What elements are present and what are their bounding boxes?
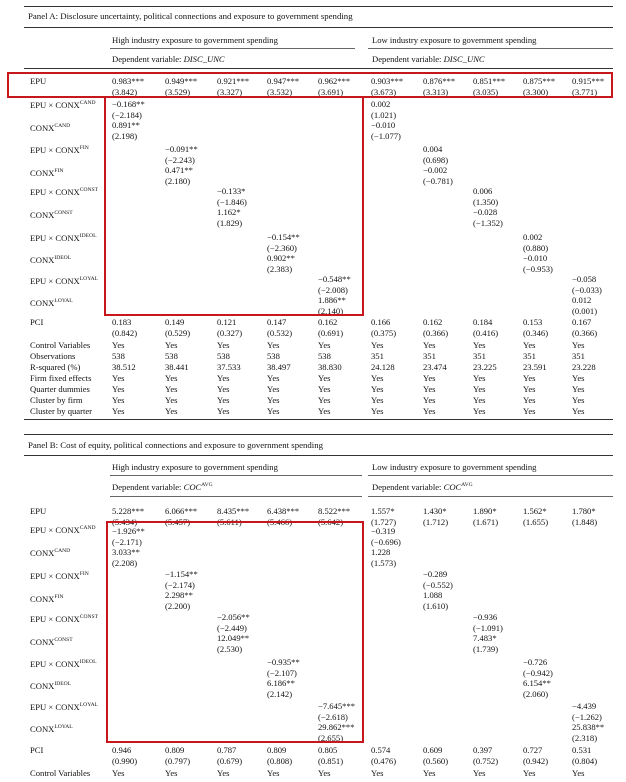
panel-b-epu-coef: 1.780*: [572, 506, 596, 516]
panel-a-high-cell-line: −0.133*: [217, 186, 246, 196]
panel-a-firm-fe-value: Yes: [523, 373, 536, 383]
panel-b-low-cell-line: (1.610): [423, 600, 449, 611]
panel-a-epu-t: (3.673): [371, 86, 397, 97]
panel-b-controls-value: Yes: [217, 768, 230, 778]
panel-a-row-firm-fe: Firm fixed effects: [30, 373, 92, 383]
panel-a-epu-coef: 0.947***: [267, 76, 300, 86]
panel-a-title-rule: [24, 27, 613, 28]
panel-b-low-cell-line: −4.439: [572, 701, 597, 711]
panel-a-cluster-quarter-value: Yes: [473, 406, 486, 416]
panel-b-high-cell-line: (−2.449): [217, 622, 247, 633]
panel-a-cluster-quarter-value: Yes: [165, 406, 178, 416]
panel-b-high-cell-line: 12.049**: [217, 633, 250, 644]
panel-b-low-header: Low industry exposure to government spending: [372, 462, 537, 472]
panel-b-high-cell-line: (2.208): [112, 557, 138, 568]
panel-a-r-squared-value: 23.225: [473, 362, 497, 372]
panel-a-high-cell-line: −0.548**: [318, 274, 351, 284]
panel-a-pci-coef: 0.149: [165, 317, 185, 327]
panel-b-low-cell-line: 25.838**: [572, 722, 605, 733]
panel-b-high-rule: [110, 475, 362, 476]
panel-a-pci-t: (0.842): [112, 327, 138, 338]
panel-b-high-cell-line: −7.645***: [318, 701, 356, 711]
panel-a-interaction-label: EPU × $CONX^{CAND}$: [30, 100, 96, 110]
panel-a-quarter-dummies-value: Yes: [267, 384, 280, 394]
panel-b-pci-coef: 0.574: [371, 745, 391, 755]
panel-a-controls-value: Yes: [267, 340, 280, 350]
panel-a-r-squared-value: 37.533: [217, 362, 241, 372]
panel-a-epu-t: (3.300): [523, 86, 549, 97]
panel-a-low-cell-line: (−0.033): [572, 284, 602, 295]
panel-a-interaction-label: EPU × $CONX^{LOYAL}$: [30, 276, 99, 286]
panel-b-epu-t: (5.611): [217, 516, 242, 527]
panel-a-controls-value: Yes: [217, 340, 230, 350]
panel-b-epu-t: (5.642): [318, 516, 344, 527]
panel-b-low-cell-line: −0.319: [371, 526, 396, 536]
panel-a-high-cell-line: 0.902**: [267, 253, 295, 264]
panel-a-low-cell-line: −0.058: [572, 274, 597, 284]
panel-b-row-controls: Control Variables: [30, 768, 91, 778]
panel-b-low-rule: [368, 475, 613, 476]
panel-a-cluster-quarter-value: Yes: [217, 406, 230, 416]
panel-a-low-cell-line: (0.001): [572, 305, 598, 316]
panel-b-epu-t: (5.457): [165, 516, 191, 527]
panel-b-high-cell-line: (2.142): [267, 688, 293, 699]
panel-a-r-squared-value: 38.497: [267, 362, 291, 372]
panel-a-high-cell-line: (−2.008): [318, 284, 348, 295]
panel-b-epu-t: (1.655): [523, 516, 549, 527]
panel-a-observations-value: 538: [267, 351, 280, 361]
panel-b-pci-t: (0.560): [423, 755, 449, 766]
panel-b-pci-coef: 0.531: [572, 745, 592, 755]
panel-a-observations-value: 351: [371, 351, 384, 361]
panel-b-epu-coef: 1.557*: [371, 506, 395, 516]
panel-a-controls-value: Yes: [523, 340, 536, 350]
panel-b-controls-value: Yes: [371, 768, 384, 778]
panel-a-low-header: Low industry exposure to government spending: [372, 35, 537, 45]
panel-b-pci-coef: 0.809: [165, 745, 185, 755]
panel-b-high-cell-line: (2.655): [318, 732, 344, 743]
panel-b-interaction-label: EPU × $CONX^{FIN}$: [30, 571, 89, 581]
panel-b-low-cell-line: (−1.262): [572, 711, 602, 722]
panel-a-observations-value: 351: [473, 351, 486, 361]
panel-a-cluster-quarter-value: Yes: [423, 406, 436, 416]
panel-a-conx-label: $CONX^{FIN}$: [30, 168, 64, 178]
panel-a-pci-t: (0.532): [267, 327, 293, 338]
panel-a-row-r-squared: R-squared (%): [30, 362, 81, 372]
panel-a-cluster-firm-value: Yes: [523, 395, 536, 405]
panel-b-dv-high: Dependent variable: $COC^{AVG}$: [112, 482, 213, 492]
panel-a-row-quarter-dummies: Quarter dummies: [30, 384, 90, 394]
panel-a-high-header: High industry exposure to government spending: [112, 35, 278, 45]
panel-a-controls-value: Yes: [423, 340, 436, 350]
panel-a-epu-t: (3.035): [473, 86, 499, 97]
panel-a-epu-t: (3.532): [267, 86, 293, 97]
panel-b-low-cell-line: (2.318): [572, 732, 598, 743]
panel-a-high-cell-line: (2.180): [165, 175, 191, 186]
panel-b-epu-t: (1.848): [572, 516, 598, 527]
panel-b-epu-t: (5.466): [267, 516, 293, 527]
panel-a-firm-fe-value: Yes: [572, 373, 585, 383]
panel-b-pci-coef: 0.397: [473, 745, 493, 755]
panel-b-high-cell-line: (−2.174): [165, 579, 195, 590]
panel-a-low-cell-line: −0.002: [423, 165, 448, 176]
panel-b-pci-t: (0.804): [572, 755, 598, 766]
panel-b-conx-label: $CONX^{CONST}$: [30, 637, 73, 647]
panel-a-epu-t: (3.529): [165, 86, 191, 97]
panel-a-pci-t: (0.691): [318, 327, 344, 338]
panel-a-cluster-quarter-value: Yes: [267, 406, 280, 416]
panel-b-low-cell-line: (−1.091): [473, 622, 503, 633]
panel-b-high-cell-line: (−2.618): [318, 711, 348, 722]
panel-a-low-cell-line: (−0.781): [423, 175, 453, 186]
panel-b-high-cell-line: (2.200): [165, 600, 191, 611]
panel-b-pci-t: (0.851): [318, 755, 344, 766]
panel-a-row-pci: PCI: [30, 317, 44, 327]
panel-a-high-cell-line: −0.168**: [112, 99, 145, 109]
panel-a-r-squared-value: 23.474: [423, 362, 447, 372]
panel-b-pci-coef: 0.809: [267, 745, 287, 755]
panel-a-firm-fe-value: Yes: [267, 373, 280, 383]
panel-a-cluster-firm-value: Yes: [318, 395, 331, 405]
panel-a-firm-fe-value: Yes: [112, 373, 125, 383]
panel-b-conx-label: $CONX^{CAND}$: [30, 548, 71, 558]
panel-a-firm-fe-value: Yes: [217, 373, 230, 383]
panel-a-pci-t: (0.416): [473, 327, 499, 338]
panel-b-low-cell-line: (2.060): [523, 688, 549, 699]
panel-a-pci-t: (0.327): [217, 327, 243, 338]
panel-b-title: Panel B: Cost of equity, political connections and exposure to government spending: [28, 440, 324, 450]
panel-b-pci-t: (0.990): [112, 755, 138, 766]
panel-a-high-cell-line: 0.471**: [165, 165, 193, 176]
panel-a-cluster-firm-value: Yes: [473, 395, 486, 405]
panel-b-controls-value: Yes: [318, 768, 331, 778]
panel-a-row-epu: EPU: [30, 76, 47, 86]
panel-a-low-cell-line: (−1.077): [371, 130, 401, 141]
panel-a-high-cell-line: (1.829): [217, 217, 243, 228]
panel-a-epu-coef: 0.876***: [423, 76, 456, 86]
panel-b-low-cell-line: −0.289: [423, 569, 448, 579]
panel-a-high-cell-line: (2.198): [112, 130, 138, 141]
panel-a-dv-high: Dependent variable: DISC_UNC: [112, 54, 225, 64]
panel-a-observations-value: 538: [112, 351, 125, 361]
panel-b-row-epu: EPU: [30, 506, 47, 516]
panel-a-firm-fe-value: Yes: [473, 373, 486, 383]
panel-b-pci-t: (0.808): [267, 755, 293, 766]
panel-a-dv-low: Dependent variable: DISC_UNC: [372, 54, 485, 64]
panel-a-low-cell-line: (−1.352): [473, 217, 503, 228]
panel-a-conx-label: $CONX^{CAND}$: [30, 123, 71, 133]
panel-a-cluster-quarter-value: Yes: [371, 406, 384, 416]
panel-a-r-squared-value: 38.830: [318, 362, 342, 372]
panel-a-r-squared-value: 24.128: [371, 362, 395, 372]
panel-b-low-cell-line: (1.573): [371, 557, 397, 568]
panel-b-dv-low-rule: [368, 496, 613, 497]
panel-a-controls-value: Yes: [165, 340, 178, 350]
panel-a-interaction-label: EPU × $CONX^{IDEOL}$: [30, 233, 97, 243]
panel-b-high-cell-line: (−2.107): [267, 667, 297, 678]
panel-b-pci-coef: 0.609: [423, 745, 443, 755]
panel-a-epu-coef: 0.921***: [217, 76, 250, 86]
panel-b-pci-t: (0.679): [217, 755, 243, 766]
panel-a-quarter-dummies-value: Yes: [165, 384, 178, 394]
panel-b-low-cell-line: (−0.552): [423, 579, 453, 590]
panel-a-firm-fe-value: Yes: [318, 373, 331, 383]
panel-b-controls-value: Yes: [572, 768, 585, 778]
panel-a-pci-t: (0.375): [371, 327, 397, 338]
panel-b-epu-coef: 1.562*: [523, 506, 547, 516]
panel-a-pci-t: (0.366): [423, 327, 449, 338]
panel-a-cluster-firm-value: Yes: [572, 395, 585, 405]
panel-b-pci-t: (0.797): [165, 755, 191, 766]
panel-a-observations-value: 538: [217, 351, 230, 361]
panel-a-observations-value: 538: [318, 351, 331, 361]
panel-b-pci-t: (0.942): [523, 755, 549, 766]
panel-a-high-rule: [110, 48, 355, 49]
panel-b-high-cell-line: −1.154**: [165, 569, 198, 579]
panel-a-conx-label: $CONX^{LOYAL}$: [30, 298, 73, 308]
panel-b-high-cell-line: −0.935**: [267, 657, 300, 667]
panel-b-low-cell-line: 1.228: [371, 547, 391, 558]
panel-b-low-cell-line: −0.936: [473, 612, 498, 622]
panel-a-low-cell-line: (−0.953): [523, 263, 553, 274]
panel-b-dv-low: Dependent variable: $COC^{AVG}$: [372, 482, 473, 492]
panel-a-row-controls: Control Variables: [30, 340, 91, 350]
panel-a-pci-coef: 0.183: [112, 317, 132, 327]
panel-a-observations-value: 538: [165, 351, 178, 361]
panel-a-pci-coef: 0.121: [217, 317, 237, 327]
panel-a-high-cell-line: −0.091**: [165, 144, 198, 154]
panel-b-high-cell-line: 29.862***: [318, 722, 355, 733]
panel-a-epu-coef: 0.851***: [473, 76, 506, 86]
panel-a-low-cell-line: (0.880): [523, 242, 549, 253]
panel-a-pci-t: (0.529): [165, 327, 191, 338]
panel-a-epu-t: (3.842): [112, 86, 138, 97]
panel-b-title-rule: [24, 455, 613, 456]
panel-b-epu-t: (1.671): [473, 516, 499, 527]
panel-b-epu-coef: 6.438***: [267, 506, 300, 516]
panel-b-high-cell-line: (2.530): [217, 643, 243, 654]
panel-b-pci-coef: 0.787: [217, 745, 237, 755]
panel-b-low-cell-line: −0.726: [523, 657, 548, 667]
panel-a-low-cell-line: 0.012: [572, 295, 592, 306]
panel-b-interaction-label: EPU × $CONX^{LOYAL}$: [30, 702, 99, 712]
panel-a-low-cell-line: 0.006: [473, 186, 493, 196]
panel-b-controls-value: Yes: [112, 768, 125, 778]
panel-b-epu-coef: 8.435***: [217, 506, 250, 516]
panel-a-pci-coef: 0.147: [267, 317, 287, 327]
panel-a-pci-t: (0.346): [523, 327, 549, 338]
panel-a-cluster-quarter-value: Yes: [523, 406, 536, 416]
panel-b-interaction-label: EPU × $CONX^{CONST}$: [30, 614, 99, 624]
panel-a-interaction-label: EPU × $CONX^{FIN}$: [30, 145, 89, 155]
panel-a-high-cell-line: (−1.846): [217, 196, 247, 207]
panel-a-conx-label: $CONX^{CONST}$: [30, 210, 73, 220]
panel-b-pci-coef: 0.805: [318, 745, 338, 755]
panel-a-row-cluster-quarter: Cluster by quarter: [30, 406, 93, 416]
panel-b-pci-coef: 0.946: [112, 745, 132, 755]
panel-b-controls-value: Yes: [473, 768, 486, 778]
panel-a-cluster-firm-value: Yes: [165, 395, 178, 405]
panel-a-row-cluster-firm: Cluster by firm: [30, 395, 83, 405]
panel-a-low-cell-line: (1.350): [473, 196, 499, 207]
panel-a-cluster-firm-value: Yes: [423, 395, 436, 405]
panel-b-high-cell-line: 3.033**: [112, 547, 140, 558]
panel-b-low-cell-line: (−0.942): [523, 667, 553, 678]
panel-b-high-cell-line: (−2.171): [112, 536, 142, 547]
panel-a-epu-t: (3.313): [423, 86, 449, 97]
panel-a-epu-t: (3.771): [572, 86, 598, 97]
panel-a-low-cell-line: −0.010: [523, 253, 548, 264]
panel-a-pci-coef: 0.167: [572, 317, 592, 327]
panel-a-cluster-quarter-value: Yes: [112, 406, 125, 416]
panel-a-firm-fe-value: Yes: [165, 373, 178, 383]
panel-b-pci-t: (0.752): [473, 755, 499, 766]
panel-a-high-cell-line: (−2.184): [112, 109, 142, 120]
panel-b-epu-coef: 6.066***: [165, 506, 198, 516]
panel-a-low-cell-line: −0.010: [371, 120, 396, 131]
panel-b-epu-t: (5.434): [112, 516, 138, 527]
panel-a-low-cell-line: −0.028: [473, 207, 498, 218]
panel-b-pci-t: (0.476): [371, 755, 397, 766]
panel-a-low-cell-line: 0.002: [371, 99, 391, 109]
panel-a-high-cell-line: 1.162*: [217, 207, 241, 218]
panel-a-quarter-dummies-value: Yes: [523, 384, 536, 394]
panel-b-controls-value: Yes: [267, 768, 280, 778]
panel-b-low-cell-line: 1.088: [423, 590, 443, 601]
panel-b-controls-value: Yes: [423, 768, 436, 778]
panel-a-observations-value: 351: [423, 351, 436, 361]
panel-a-low-cell-line: 0.004: [423, 144, 443, 154]
panel-a-high-cell-line: (2.383): [267, 263, 293, 274]
panel-b-pci-coef: 0.727: [523, 745, 543, 755]
panel-a-cluster-quarter-value: Yes: [318, 406, 331, 416]
panel-b-dv-high-rule: [110, 496, 362, 497]
panel-a-cluster-quarter-value: Yes: [572, 406, 585, 416]
panel-b-low-cell-line: 7.483*: [473, 633, 497, 644]
panel-b-high-cell-line: 2.298**: [165, 590, 193, 601]
panel-a-header-rule: [24, 68, 613, 69]
panel-a-cluster-firm-value: Yes: [217, 395, 230, 405]
panel-a-low-rule: [368, 48, 613, 49]
panel-a-quarter-dummies-value: Yes: [371, 384, 384, 394]
panel-a-epu-coef: 0.875***: [523, 76, 556, 86]
panel-a-controls-value: Yes: [112, 340, 125, 350]
panel-b-high-header: High industry exposure to government spending: [112, 462, 278, 472]
panel-b-row-pci: PCI: [30, 745, 44, 755]
panel-a-controls-value: Yes: [318, 340, 331, 350]
panel-a-observations-value: 351: [572, 351, 585, 361]
panel-a-cluster-firm-value: Yes: [267, 395, 280, 405]
panel-a-high-cell-line: −0.154**: [267, 232, 300, 242]
panel-b-interaction-label: EPU × $CONX^{CAND}$: [30, 525, 96, 535]
panel-a-low-cell-line: (1.021): [371, 109, 397, 120]
panel-a-cluster-firm-value: Yes: [112, 395, 125, 405]
panel-a-pci-coef: 0.184: [473, 317, 493, 327]
panel-a-high-cell-line: (−2.360): [267, 242, 297, 253]
panel-b-controls-value: Yes: [523, 768, 536, 778]
panel-a-epu-t: (3.691): [318, 86, 344, 97]
panel-a-quarter-dummies-value: Yes: [473, 384, 486, 394]
panel-a-interaction-label: EPU × $CONX^{CONST}$: [30, 187, 99, 197]
panel-a-epu-coef: 0.903***: [371, 76, 404, 86]
panel-a-pci-t: (0.366): [572, 327, 598, 338]
panel-a-bottom-rule: [24, 419, 613, 420]
panel-b-low-cell-line: (−0.696): [371, 536, 401, 547]
panel-a-pci-coef: 0.162: [423, 317, 443, 327]
panel-a-r-squared-value: 38.441: [165, 362, 189, 372]
panel-b-high-cell-line: 6.186**: [267, 678, 295, 689]
panel-a-quarter-dummies-value: Yes: [217, 384, 230, 394]
panel-a-pci-coef: 0.153: [523, 317, 543, 327]
panel-b-low-cell-line: 6.154**: [523, 678, 551, 689]
panel-a-epu-coef: 0.983***: [112, 76, 145, 86]
panel-a-firm-fe-value: Yes: [371, 373, 384, 383]
panel-b-epu-coef: 8.522***: [318, 506, 351, 516]
panel-a-high-cell-line: 0.891**: [112, 120, 140, 131]
panel-a-epu-coef: 0.949***: [165, 76, 198, 86]
panel-a-epu-coef: 0.962***: [318, 76, 351, 86]
panel-b-low-cell-line: (1.739): [473, 643, 499, 654]
panel-a-high-cell-line: (2.140): [318, 305, 344, 316]
panel-b-conx-label: $CONX^{IDEOL}$: [30, 681, 72, 691]
panel-b-epu-coef: 5.228***: [112, 506, 145, 516]
panel-a-epu-coef: 0.915***: [572, 76, 605, 86]
panel-a-pci-coef: 0.166: [371, 317, 391, 327]
panel-a-cluster-firm-value: Yes: [371, 395, 384, 405]
panel-a-pci-coef: 0.162: [318, 317, 338, 327]
panel-a-quarter-dummies-value: Yes: [112, 384, 125, 394]
panel-a-firm-fe-value: Yes: [423, 373, 436, 383]
panel-b-high-cell-line: −1.926**: [112, 526, 145, 536]
panel-b-high-cell-line: −2.056**: [217, 612, 250, 622]
panel-b-controls-value: Yes: [165, 768, 178, 778]
panel-b-top-rule: [24, 434, 613, 435]
panel-b-conx-label: $CONX^{LOYAL}$: [30, 724, 73, 734]
panel-a-quarter-dummies-value: Yes: [423, 384, 436, 394]
panel-a-r-squared-value: 23.228: [572, 362, 596, 372]
panel-a-observations-value: 351: [523, 351, 536, 361]
panel-a-r-squared-value: 23.591: [523, 362, 547, 372]
panel-a-controls-value: Yes: [473, 340, 486, 350]
panel-a-quarter-dummies-value: Yes: [318, 384, 331, 394]
panel-a-low-cell-line: (0.698): [423, 154, 449, 165]
panel-a-epu-t: (3.327): [217, 86, 243, 97]
panel-b-epu-coef: 1.430*: [423, 506, 447, 516]
panel-a-top-rule: [24, 6, 613, 7]
panel-a-high-cell-line: (−2.243): [165, 154, 195, 165]
panel-b-epu-t: (1.727): [371, 516, 397, 527]
panel-a-low-cell-line: 0.002: [523, 232, 543, 242]
panel-a-controls-value: Yes: [572, 340, 585, 350]
panel-b-conx-label: $CONX^{FIN}$: [30, 594, 64, 604]
panel-b-epu-t: (1.712): [423, 516, 449, 527]
panel-b-epu-coef: 1.890*: [473, 506, 497, 516]
panel-a-row-observations: Observations: [30, 351, 76, 361]
panel-a-high-cell-line: 1.886**: [318, 295, 346, 306]
panel-a-controls-value: Yes: [371, 340, 384, 350]
panel-a-title: Panel A: Disclosure uncertainty, political connections and exposure to government spending: [28, 11, 353, 21]
panel-b-interaction-label: EPU × $CONX^{IDEOL}$: [30, 659, 97, 669]
panel-a-conx-label: $CONX^{IDEOL}$: [30, 255, 72, 265]
panel-a-r-squared-value: 38.512: [112, 362, 136, 372]
panel-a-quarter-dummies-value: Yes: [572, 384, 585, 394]
